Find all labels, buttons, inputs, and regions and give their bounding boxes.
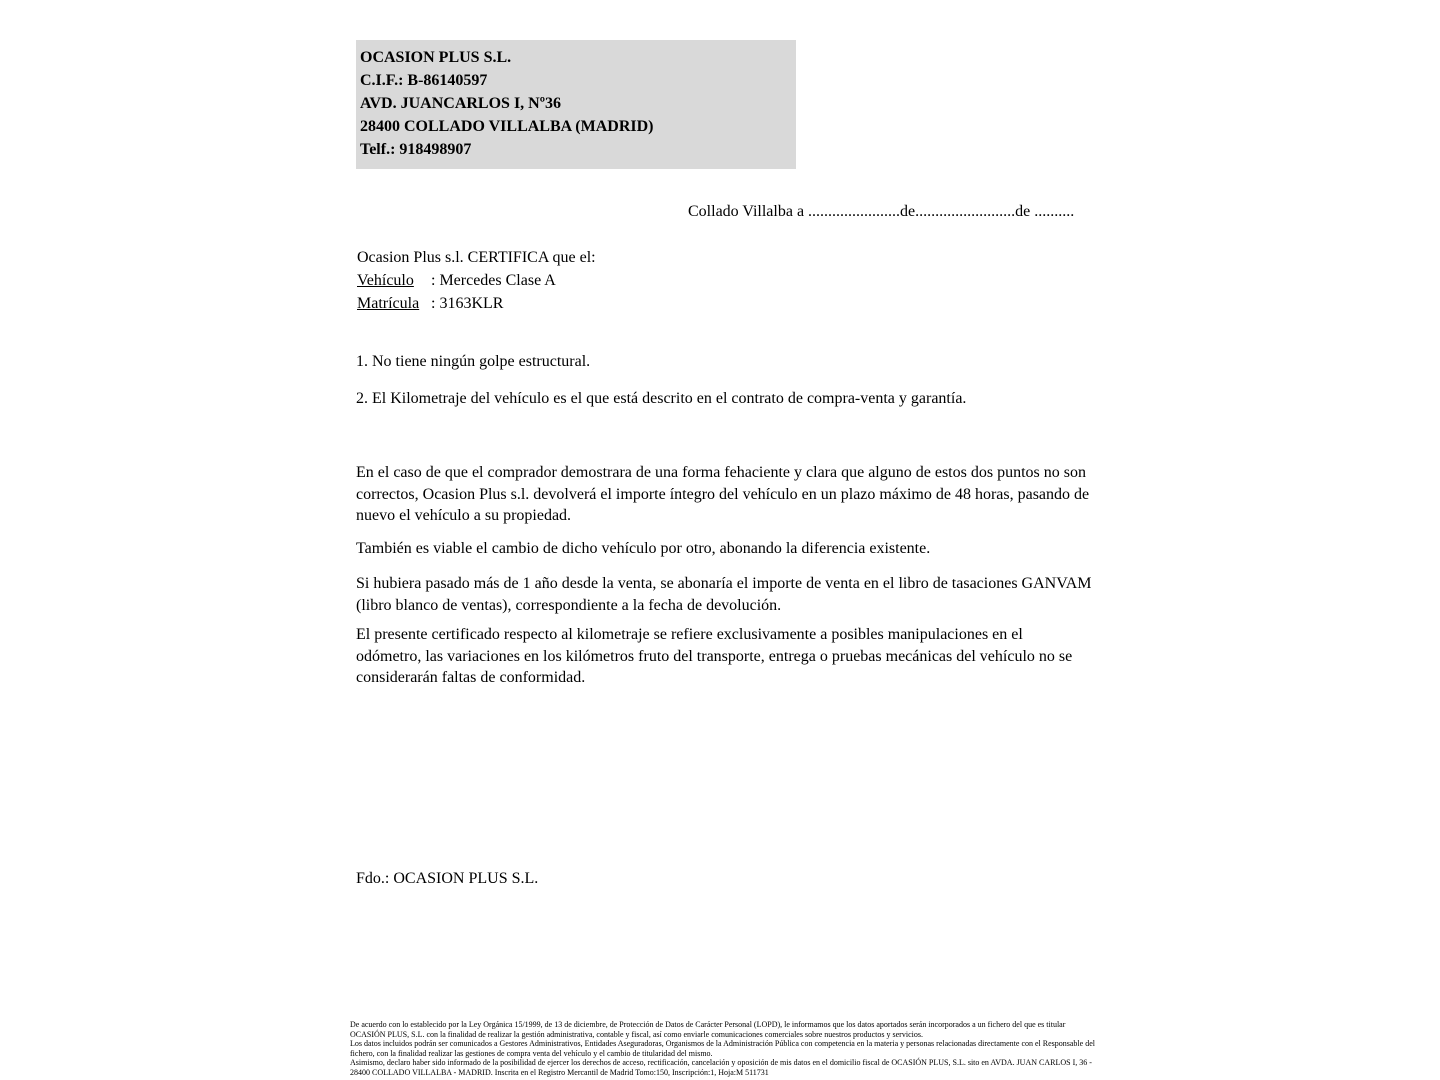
company-header-box [356, 40, 796, 169]
point-2: 2. El Kilometraje del vehículo es el que está descrito en el contrato de compra-venta y garantía. [356, 390, 967, 407]
vehicle-label: Vehículo [357, 272, 414, 289]
legal-footer [350, 1020, 1098, 1078]
vehicle-row [357, 270, 596, 292]
company-city: 28400 COLLADO VILLALBA (MADRID) [360, 118, 654, 135]
paragraph-refund: En el caso de que el comprador demostrara de una forma fehaciente y clara que alguno de estos dos puntos no son correctos, Ocasion Plus s.l. devolverá el importe íntegro del vehículo en un plazo máximo de 48 horas, pasando de nuevo el vehículo a su propiedad. [356, 464, 1090, 524]
point-1: 1. No tiene ningún golpe estructural. [356, 353, 591, 370]
company-name: OCASION PLUS S.L. [360, 49, 512, 66]
legal-paragraph-lopd: De acuerdo con lo establecido por la Ley Orgánica 15/1999, de 13 de diciembre, de Protección de Datos de Carácter Personal (LOPD), le informamos que los datos aportados serán incorporados a un fichero del que es titular OCASIÓN PLUS, S.L. con la finalidad de realizar la gestión administrativa, contable y fiscal, así como enviarle comunicaciones comerciales sobre nuestros productos y servicios. [350, 1020, 1066, 1039]
company-phone: Telf.: 918498907 [360, 141, 472, 158]
legal-paragraph-rights: Asimismo, declaro haber sido informado de la posibilidad de ejercer los derechos de acceso, rectificación, cancelación y oposición de mis datos en el domicilio fiscal de OCASIÓN PLUS, S.L. sito en AVDA. JUAN CARLOS I, 36 - 28400 COLLADO VILLALBA - MADRID. Inscrita en el Registro Mercantil de Madrid Tomo:150, Inscripción:1, Hoja:M 511731 [350, 1058, 1092, 1077]
paragraph-ganvam: Si hubiera pasado más de 1 año desde la venta, se abonaría el importe de venta en el libro de tasaciones GANVAM (libro blanco de ventas), correspondiente a la fecha de devolución. [356, 575, 1092, 614]
certification-block [357, 247, 596, 315]
legal-paragraph-data-sharing: Los datos incluidos podrán ser comunicados a Gestores Administrativos, Entidades Aseguradoras, Organismos de la Administración Pública con competencia en la materia y personas relacionadas directamente con el Responsable del fichero, con la finalidad realizar las gestiones de compra venta del vehículo y el cambio de titularidad del mismo. [350, 1039, 1095, 1058]
date-line: Collado Villalba a .......................de.........................de .......... [688, 203, 1075, 220]
signature-line: Fdo.: OCASION PLUS S.L. [356, 870, 539, 887]
plate-value: : 3163KLR [431, 295, 504, 312]
plate-row [357, 293, 596, 315]
certifies-line: Ocasion Plus s.l. CERTIFICA que el: [357, 249, 596, 266]
plate-label: Matrícula [357, 295, 420, 312]
paragraph-odometer: El presente certificado respecto al kilometraje se refiere exclusivamente a posibles manipulaciones en el odómetro, las variaciones en los kilómetros fruto del transporte, entrega o pruebas mecánicas del vehículo no se considerarán faltas de conformidad. [356, 626, 1073, 686]
company-cif: C.I.F.: B-86140597 [360, 72, 488, 89]
vehicle-value: : Mercedes Clase A [431, 272, 556, 289]
paragraph-exchange: También es viable el cambio de dicho vehículo por otro, abonando la diferencia existente. [356, 540, 931, 557]
company-address: AVD. JUANCARLOS I, Nº36 [360, 95, 562, 112]
